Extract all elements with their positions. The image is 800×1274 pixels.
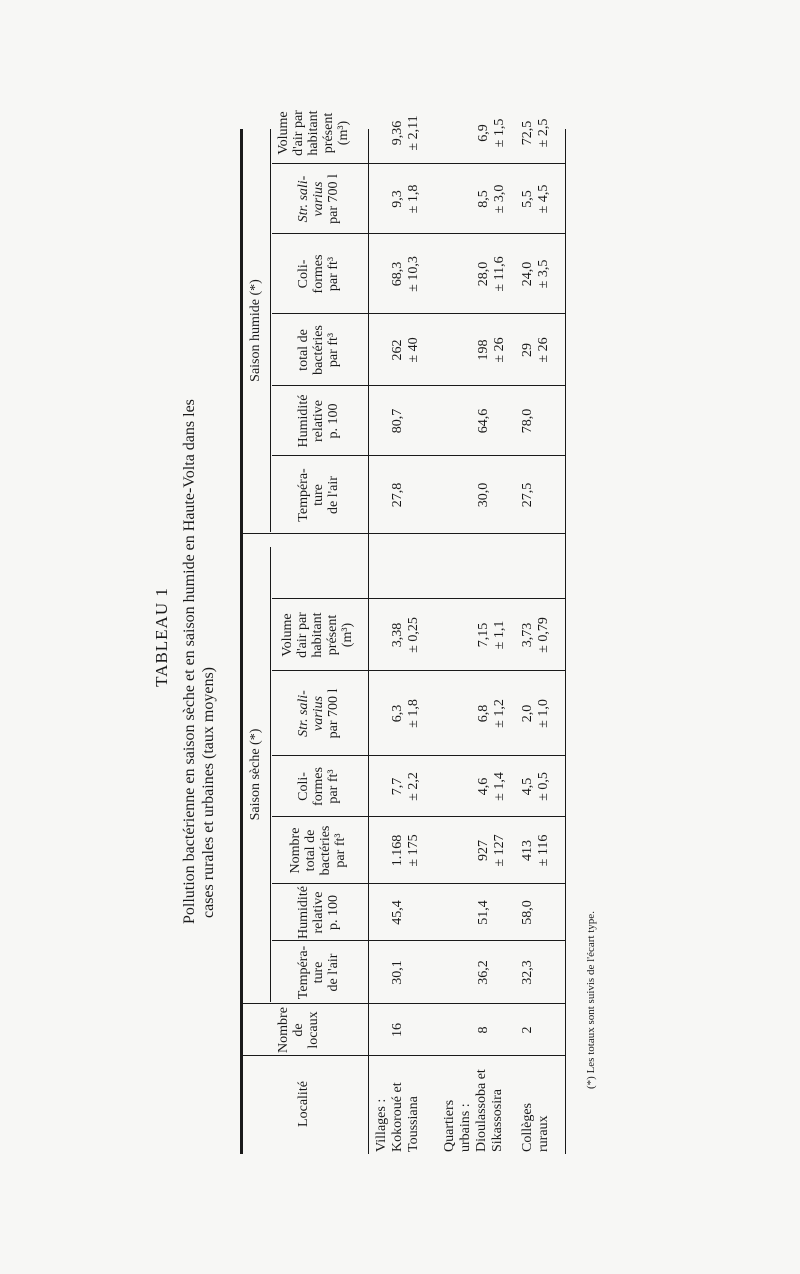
header-seche-total-bacteries: Nombre total de bactéries par ft³: [288, 825, 348, 876]
row-villages-seche-hum: 45,4: [390, 900, 405, 925]
row-villages-humide-vol: 9,36 ± 2,11: [390, 115, 421, 151]
row-villages-humide-temp: 27,8: [390, 482, 405, 508]
table-top-rule: [240, 129, 243, 1154]
row-colleges-humide-coli: 24,0 ± 3,5: [520, 259, 551, 289]
header-bottom-rule: [368, 129, 369, 1154]
header-nombre-locaux: Nombre de locaux: [276, 1007, 321, 1053]
row-colleges-humide-bacteries: 29 ± 26: [520, 337, 551, 363]
footnote: (*) Les totaux sont suivis de l'écart type.: [585, 911, 597, 1089]
row-villages-seche-str: 6,3 ± 1,8: [390, 699, 421, 728]
row-colleges-humide-str: 5,5 ± 4,5: [520, 184, 551, 214]
row-quartiers-seche-coli: 4,6 ± 1,4: [476, 772, 507, 801]
header-seche-volume-air: Volume d'air par habitant présent (m³): [280, 612, 355, 658]
header-humide-temperature: Tempéra- ture de l'air: [296, 468, 341, 522]
header-seche-str-salivarius: Str. sali- varius par 700 l: [296, 688, 341, 739]
row-quartiers-localite: Quartiers urbains : Dioulassoba et Sikassosira: [442, 1069, 505, 1152]
header-humide-humidite: Humidité relative p. 100: [296, 394, 341, 448]
row-quartiers-seche-vol: 7,15 ± 1,1: [476, 620, 507, 650]
row-colleges-seche-temp: 32,3: [520, 960, 535, 985]
seche-group-rule: [270, 547, 271, 1002]
row-villages-humide-hum: 80,7: [390, 408, 405, 434]
header-localite: Localité: [296, 1081, 311, 1127]
header-humide-coliformes: Coli- formes par ft³: [296, 254, 341, 294]
row-quartiers-seche-bacteries: 927 ± 127: [476, 834, 507, 867]
row-quartiers-humide-temp: 30,0: [476, 482, 491, 508]
row-quartiers-humide-coli: 28,0 ± 11,6: [476, 256, 507, 292]
row-villages-localite: Villages : Kokoroué et Toussiana: [374, 1082, 421, 1152]
header-saison-seche: Saison sèche (*): [248, 728, 263, 821]
row-villages-seche-bacteries: 1.168 ± 175: [390, 834, 421, 867]
row-villages-seche-temp: 30,1: [390, 960, 405, 985]
table-bottom-rule: [565, 129, 566, 1154]
row-villages-seche-coli: 7,7 ± 2,2: [390, 772, 421, 801]
row-quartiers-seche-str: 6,8 ± 1,2: [476, 699, 507, 728]
header-humide-total-bacteries: total de bactéries par ft³: [296, 325, 341, 375]
row-colleges-seche-coli: 4,5 ± 0,5: [520, 772, 551, 801]
row-quartiers-humide-str: 8,5 ± 3,0: [476, 184, 507, 214]
header-saison-humide: Saison humide (*): [248, 279, 263, 382]
row-villages-humide-coli: 68,3 ± 10,3: [390, 256, 421, 292]
header-seche-coliformes: Coli- formes par ft³: [296, 767, 341, 806]
header-seche-humidite: Humidité relative p. 100: [296, 886, 341, 939]
row-villages-seche-vol: 3,38 ± 0,25: [390, 617, 421, 653]
table-title: TABLEAU 1: [152, 587, 171, 687]
row-colleges-nombre: 2: [520, 1026, 535, 1034]
row-colleges-seche-str: 2,0 ± 1,0: [520, 699, 551, 728]
row-quartiers-seche-temp: 36,2: [476, 960, 491, 985]
row-colleges-humide-vol: 72,5 ± 2,5: [520, 118, 551, 148]
row-quartiers-humide-hum: 64,6: [476, 408, 491, 434]
header-seche-temperature: Tempéra- ture de l'air: [296, 945, 341, 1000]
header-humide-str-salivarius: Str. sali- varius par 700 l: [296, 174, 341, 224]
row-colleges-humide-temp: 27,5: [520, 482, 535, 508]
row-colleges-seche-bacteries: 413 ± 116: [520, 834, 551, 867]
row-quartiers-seche-hum: 51,4: [476, 900, 491, 925]
row-villages-humide-str: 9,3 ± 1,8: [390, 184, 421, 214]
row-quartiers-nombre: 8: [476, 1026, 491, 1034]
row-colleges-seche-vol: 3,73 ± 0,79: [520, 617, 551, 653]
row-colleges-humide-hum: 78,0: [520, 408, 535, 434]
row-villages-humide-bacteries: 262 ± 40: [390, 337, 421, 363]
row-colleges-seche-hum: 58,0: [520, 900, 535, 925]
caption-line-2: cases rurales et urbaines (taux moyens): [200, 666, 217, 918]
humide-group-rule: [270, 129, 271, 532]
caption-line-1: Pollution bactérienne en saison sèche et en saison humide en Haute-Volta dans les: [181, 399, 198, 924]
row-villages-nombre: 16: [390, 1023, 405, 1037]
row-quartiers-humide-vol: 6,9 ± 1,5: [476, 118, 507, 148]
table-caption: [180, 284, 218, 924]
row-quartiers-humide-bacteries: 198 ± 26: [476, 337, 507, 363]
header-humide-volume-air: Volume d'air par habitant présent (m³): [276, 110, 351, 156]
row-colleges-localite: Collèges ruraux: [520, 1103, 551, 1152]
